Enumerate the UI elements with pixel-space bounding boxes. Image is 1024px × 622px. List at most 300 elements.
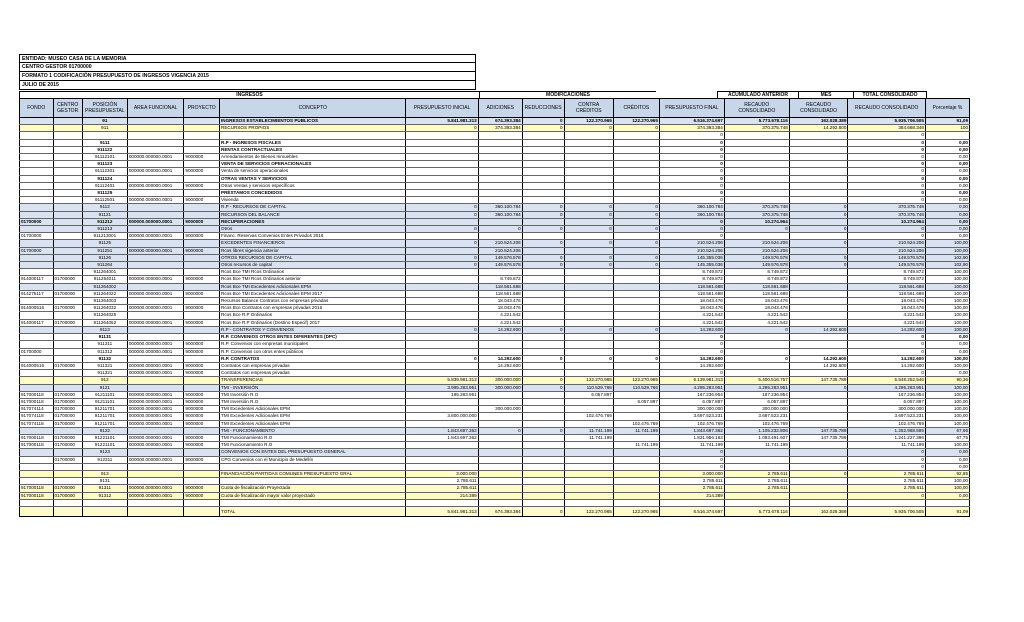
table-cell: 91112501 — [82, 197, 127, 204]
table-cell: 911311 — [82, 341, 127, 348]
table-cell — [478, 269, 522, 276]
table-row — [20, 456, 970, 463]
table-cell — [478, 132, 522, 139]
table-cell — [478, 449, 522, 456]
table-cell: 0 — [659, 175, 724, 182]
table-cell: 9000000 — [184, 247, 220, 254]
table-cell — [53, 233, 82, 240]
table-cell — [127, 204, 184, 211]
table-row — [20, 161, 970, 168]
table-row — [20, 125, 970, 132]
table-cell — [564, 485, 613, 492]
table-cell: 4.221.542 — [478, 319, 522, 326]
column-header: PROYECTO — [184, 99, 220, 118]
table-cell: 0 — [659, 218, 724, 225]
table-cell: 0 — [789, 254, 848, 261]
table-cell: 149.576.578 — [478, 254, 522, 261]
table-cell: 911264052 — [82, 319, 127, 326]
table-cell: 917074118 — [20, 413, 54, 420]
budget-table — [19, 98, 970, 517]
table-cell — [127, 463, 184, 470]
table-cell — [478, 175, 522, 182]
table-cell: 0 — [848, 132, 926, 139]
table-cell: 01700000 — [53, 442, 82, 449]
table-cell — [789, 139, 848, 146]
table-cell: 000000.000000.0001 — [127, 348, 184, 355]
table-cell: 0 — [522, 262, 564, 269]
table-cell: 0,00 — [925, 492, 969, 499]
table-cell: 149.576.578 — [478, 262, 522, 269]
total-row — [20, 506, 970, 516]
table-cell — [522, 305, 564, 312]
table-cell — [184, 377, 220, 384]
table-cell: 01700000 — [53, 406, 82, 413]
table-cell: 0 — [848, 334, 926, 341]
table-cell — [564, 197, 613, 204]
table-cell: 911321 — [82, 370, 127, 377]
table-cell: 18.043.476 — [478, 298, 522, 305]
table-cell — [478, 154, 522, 161]
table-cell — [724, 492, 789, 499]
table-cell — [127, 384, 184, 391]
table-cell: 000000.000000.0001 — [127, 182, 184, 189]
table-cell — [406, 420, 478, 427]
table-cell: 911125 — [82, 190, 127, 197]
table-cell: 67,96 — [925, 427, 969, 434]
table-cell: 9000000 — [184, 406, 220, 413]
table-cell — [127, 298, 184, 305]
table-cell: 214.389 — [406, 492, 478, 499]
table-cell — [20, 139, 54, 146]
table-cell: 100,00 — [925, 276, 969, 283]
table-cell — [406, 276, 478, 283]
table-row — [20, 420, 970, 427]
table-cell — [53, 118, 82, 125]
table-cell — [789, 420, 848, 427]
table-cell: 000000.000000.0001 — [127, 305, 184, 312]
table-cell — [478, 190, 522, 197]
table-cell — [406, 348, 478, 355]
table-cell — [564, 298, 613, 305]
table-cell — [20, 449, 54, 456]
table-cell: 102.476.769 — [659, 420, 724, 427]
table-cell: 0 — [522, 226, 564, 233]
table-cell: 911213001 — [82, 233, 127, 240]
table-cell — [478, 168, 522, 175]
table-cell — [406, 139, 478, 146]
table-cell: 0 — [848, 341, 926, 348]
table-cell: 122.270.965 — [613, 377, 659, 384]
table-cell: 0 — [659, 161, 724, 168]
column-header: CONTRA CRÉDITOS — [564, 99, 613, 118]
table-cell: 300.000.000 — [848, 406, 926, 413]
table-cell — [789, 478, 848, 485]
table-cell: 11.741.199 — [848, 442, 926, 449]
table-cell: 9000000 — [184, 305, 220, 312]
table-row — [20, 168, 970, 175]
table-cell: 8.749.872 — [848, 269, 926, 276]
table-cell — [53, 175, 82, 182]
table-cell — [724, 370, 789, 377]
table-cell: 14.292.600 — [478, 355, 522, 362]
table-cell — [789, 334, 848, 341]
table-cell — [53, 341, 82, 348]
table-cell — [53, 168, 82, 175]
table-cell: 9000000 — [184, 168, 220, 175]
table-cell — [53, 463, 82, 470]
table-cell: TMI Excedentes Adicionales EPM — [220, 413, 406, 420]
table-cell: 0 — [522, 125, 564, 132]
table-row — [20, 348, 970, 355]
table-cell: 0 — [522, 384, 564, 391]
table-cell — [184, 204, 220, 211]
table-cell: 000000.000000.0001 — [127, 168, 184, 175]
table-cell: 0 — [659, 449, 724, 456]
table-cell: Otros — [220, 226, 406, 233]
table-cell — [478, 370, 522, 377]
table-cell: Rcos Bce TMI Excedentes Adicionales EPM 2017 — [220, 290, 406, 297]
table-cell — [522, 370, 564, 377]
table-row — [20, 334, 970, 341]
table-cell — [20, 132, 54, 139]
table-cell — [53, 370, 82, 377]
table-cell: 9000000 — [184, 341, 220, 348]
table-cell: 100,00 — [925, 406, 969, 413]
table-cell — [127, 132, 184, 139]
column-header: REDUCCIONES — [522, 99, 564, 118]
table-cell: 0 — [564, 211, 613, 218]
table-cell — [53, 470, 82, 477]
table-cell: R.P. CONVENIOS OTROS ENTES DIFERENTES (DPC) — [220, 334, 406, 341]
table-cell — [184, 269, 220, 276]
table-cell: 100,00 — [925, 312, 969, 319]
table-cell: 0 — [848, 463, 926, 470]
table-cell: 0 — [848, 182, 926, 189]
table-cell — [478, 161, 522, 168]
table-cell — [184, 449, 220, 456]
table-cell — [613, 478, 659, 485]
table-cell — [522, 154, 564, 161]
table-cell: 2.785.611 — [724, 478, 789, 485]
table-cell — [82, 132, 127, 139]
total-cell: 91,09 — [925, 506, 969, 516]
table-cell — [522, 406, 564, 413]
table-cell — [925, 132, 969, 139]
table-cell: 100,00 — [925, 420, 969, 427]
table-row — [20, 434, 970, 441]
table-cell — [478, 456, 522, 463]
table-cell — [564, 182, 613, 189]
table-cell — [925, 499, 969, 506]
table-cell: 0 — [848, 492, 926, 499]
total-cell: 0 — [522, 506, 564, 516]
table-cell: 2.785.611 — [848, 478, 926, 485]
table-cell: 0 — [789, 470, 848, 477]
table-cell: TRANSFERENCIAS — [220, 377, 406, 384]
table-cell: 18.043.476 — [724, 305, 789, 312]
table-cell: 0 — [564, 125, 613, 132]
table-cell: 14.292.600 — [789, 125, 848, 132]
table-cell — [20, 146, 54, 153]
table-cell — [564, 478, 613, 485]
table-cell: 370.375.748 — [724, 211, 789, 218]
table-row — [20, 298, 970, 305]
table-cell — [613, 492, 659, 499]
table-cell — [406, 182, 478, 189]
table-cell — [724, 499, 789, 506]
table-cell — [184, 478, 220, 485]
table-cell — [478, 492, 522, 499]
column-header: CRÉDITOS — [613, 99, 659, 118]
table-cell — [522, 499, 564, 506]
table-cell — [20, 384, 54, 391]
table-cell — [789, 492, 848, 499]
table-cell: 9000000 — [184, 434, 220, 441]
table-cell: 210.524.206 — [478, 247, 522, 254]
table-cell — [564, 362, 613, 369]
table-cell — [613, 283, 659, 290]
table-cell: 01700000 — [53, 290, 82, 297]
table-cell: 9000000 — [184, 485, 220, 492]
table-row — [20, 262, 970, 269]
table-row — [20, 384, 970, 391]
table-cell: 14.292.600 — [659, 326, 724, 333]
table-cell: Rcos Bce TMI Rcos Ordinarios — [220, 269, 406, 276]
table-cell: Financ. Reservas Convenios Entes Privados 2016 — [220, 233, 406, 240]
table-cell: 0,00 — [925, 154, 969, 161]
table-cell: 000000.000000.0001 — [127, 247, 184, 254]
table-cell — [724, 146, 789, 153]
table-cell — [478, 499, 522, 506]
section-ingresos: INGRESOS — [19, 91, 479, 98]
table-cell: R.P. Convenios con otros entes públicos — [220, 348, 406, 355]
table-cell — [20, 211, 54, 218]
table-cell: 300.000.000 — [724, 406, 789, 413]
table-cell: 91211101 — [82, 398, 127, 405]
table-cell: OTROS RECURSOS DE CAPITAL — [220, 254, 406, 261]
table-cell: 91211701 — [82, 420, 127, 427]
table-cell: 6.139.981.313 — [659, 377, 724, 384]
table-cell: 0 — [848, 226, 926, 233]
table-cell — [478, 485, 522, 492]
table-cell: 300.000.000 — [478, 406, 522, 413]
table-cell — [522, 478, 564, 485]
table-cell: 360.100.784 — [478, 211, 522, 218]
column-header: POSICIÓN PRESUPUESTAL — [82, 99, 127, 118]
table-cell: Arrendamientos de Bienes Inmuebles — [220, 154, 406, 161]
table-cell — [53, 499, 82, 506]
table-cell: 0 — [659, 146, 724, 153]
table-cell: 9000000 — [184, 233, 220, 240]
table-cell: 100 — [925, 125, 969, 132]
table-cell — [789, 269, 848, 276]
table-cell — [20, 427, 54, 434]
table-cell: 360.100.784 — [478, 204, 522, 211]
table-row — [20, 197, 970, 204]
table-cell — [613, 276, 659, 283]
table-cell — [613, 485, 659, 492]
table-cell — [20, 355, 54, 362]
table-cell: 167.236.954 — [848, 391, 926, 398]
table-cell — [53, 312, 82, 319]
table-cell: 000000.000000.0001 — [127, 370, 184, 377]
table-cell: 3.000.000 — [406, 470, 478, 477]
table-cell — [127, 478, 184, 485]
table-cell: 100,00 — [925, 478, 969, 485]
table-cell: 3.697.523.231 — [848, 413, 926, 420]
table-cell: 0 — [659, 139, 724, 146]
table-cell: 911212 — [82, 218, 127, 225]
table-cell: 118.561.688 — [478, 283, 522, 290]
table-cell: Vivienda — [220, 197, 406, 204]
table-cell — [406, 161, 478, 168]
column-header-row — [20, 99, 970, 118]
table-cell: 0,00 — [925, 449, 969, 456]
table-cell — [613, 334, 659, 341]
table-cell: 0,00 — [925, 226, 969, 233]
table-cell: 1.843.697.362 — [406, 427, 478, 434]
table-cell — [53, 377, 82, 384]
total-cell: 5.935.706.505 — [848, 506, 926, 516]
table-cell — [613, 456, 659, 463]
table-cell: 10.274.964 — [848, 218, 926, 225]
table-row — [20, 442, 970, 449]
column-header: Porcentaje % — [925, 99, 969, 118]
table-cell: 8.749.872 — [659, 276, 724, 283]
table-cell — [522, 442, 564, 449]
table-cell: 167.236.954 — [659, 391, 724, 398]
table-cell — [724, 463, 789, 470]
table-cell — [724, 334, 789, 341]
table-cell: 8.749.872 — [478, 276, 522, 283]
table-cell: 000000.000000.0001 — [127, 197, 184, 204]
table-cell — [53, 355, 82, 362]
table-cell — [184, 240, 220, 247]
table-cell — [406, 269, 478, 276]
table-cell: 214.389 — [659, 492, 724, 499]
table-cell — [53, 334, 82, 341]
table-cell — [613, 154, 659, 161]
table-cell: 122.270.965 — [564, 377, 613, 384]
table-cell — [478, 334, 522, 341]
table-cell: 0 — [564, 240, 613, 247]
table-cell: 91126 — [82, 254, 127, 261]
table-cell: 18.043.476 — [659, 305, 724, 312]
table-cell: 9123 — [82, 449, 127, 456]
table-cell — [406, 154, 478, 161]
table-cell — [20, 190, 54, 197]
table-cell — [53, 182, 82, 189]
table-cell: 2.785.611 — [848, 470, 926, 477]
table-cell: 370.375.748 — [724, 204, 789, 211]
table-row — [20, 398, 970, 405]
table-cell: 14.292.600 — [789, 362, 848, 369]
table-row — [20, 413, 970, 420]
table-cell — [613, 197, 659, 204]
table-cell — [53, 240, 82, 247]
table-cell — [613, 139, 659, 146]
table-cell: 5.841.981.313 — [406, 118, 478, 125]
table-cell — [20, 154, 54, 161]
section-modificaciones: MODIFICACIONES — [479, 91, 656, 98]
table-cell — [564, 499, 613, 506]
table-cell — [20, 377, 54, 384]
table-cell: 374.393.384 — [659, 125, 724, 132]
table-cell: 3.697.523.231 — [724, 413, 789, 420]
table-cell: 100,00 — [925, 391, 969, 398]
table-cell: 911213 — [82, 226, 127, 233]
table-cell — [522, 492, 564, 499]
table-cell: R.P - INGRESOS FISCALES — [220, 139, 406, 146]
table-cell: 384.668.348 — [848, 125, 926, 132]
table-cell: 0 — [848, 154, 926, 161]
table-cell: 9000000 — [184, 154, 220, 161]
table-cell — [478, 139, 522, 146]
table-cell: 000000.000000.0001 — [127, 233, 184, 240]
table-cell: 9000000 — [184, 290, 220, 297]
table-cell — [478, 463, 522, 470]
table-cell — [613, 175, 659, 182]
table-cell: 67,75 — [925, 434, 969, 441]
table-cell: 0 — [659, 348, 724, 355]
table-cell: CPG Convenios con el Municipio de Medellín — [220, 456, 406, 463]
table-cell: 9000000 — [184, 370, 220, 377]
table-cell — [184, 262, 220, 269]
table-cell — [789, 197, 848, 204]
table-cell: 110.529.766 — [613, 384, 659, 391]
table-cell — [789, 218, 848, 225]
table-cell — [789, 154, 848, 161]
table-cell: 9000000 — [184, 420, 220, 427]
table-cell — [478, 442, 522, 449]
table-cell: 4.295.283.951 — [724, 384, 789, 391]
table-cell — [20, 478, 54, 485]
table-cell — [724, 362, 789, 369]
table-cell: 0 — [789, 384, 848, 391]
table-cell — [789, 348, 848, 355]
table-cell: 6.516.374.697 — [659, 118, 724, 125]
table-cell: 0 — [848, 146, 926, 153]
table-cell: 000000.000000.0001 — [127, 341, 184, 348]
table-row — [20, 175, 970, 182]
table-cell: 0 — [522, 254, 564, 261]
table-row — [20, 290, 970, 297]
table-cell: 118.561.688 — [724, 290, 789, 297]
table-cell — [53, 139, 82, 146]
table-cell: 0 — [659, 182, 724, 189]
table-cell: 11.741.199 — [613, 427, 659, 434]
table-cell: 100,00 — [925, 413, 969, 420]
table-cell: 4.221.542 — [724, 312, 789, 319]
section-acumulado-anterior: ACUMULADO ANTERIOR — [717, 91, 798, 98]
table-cell — [127, 139, 184, 146]
table-cell: 9000000 — [184, 182, 220, 189]
table-cell: 1.831.956.163 — [659, 434, 724, 441]
table-cell: 3.800.000.000 — [406, 413, 478, 420]
total-cell: 122.270.965 — [613, 506, 659, 516]
table-cell: 0 — [522, 118, 564, 125]
table-cell: 01700000 — [53, 492, 82, 499]
table-cell: Contratos con empresas privadas — [220, 370, 406, 377]
entity-title: ENTIDAD: MUSEO CASA DE LA MEMORIA — [19, 54, 476, 63]
table-row — [20, 226, 970, 233]
table-cell — [522, 319, 564, 326]
table-row — [20, 211, 970, 218]
table-cell — [522, 420, 564, 427]
table-cell — [789, 449, 848, 456]
table-cell — [20, 168, 54, 175]
table-cell — [724, 190, 789, 197]
